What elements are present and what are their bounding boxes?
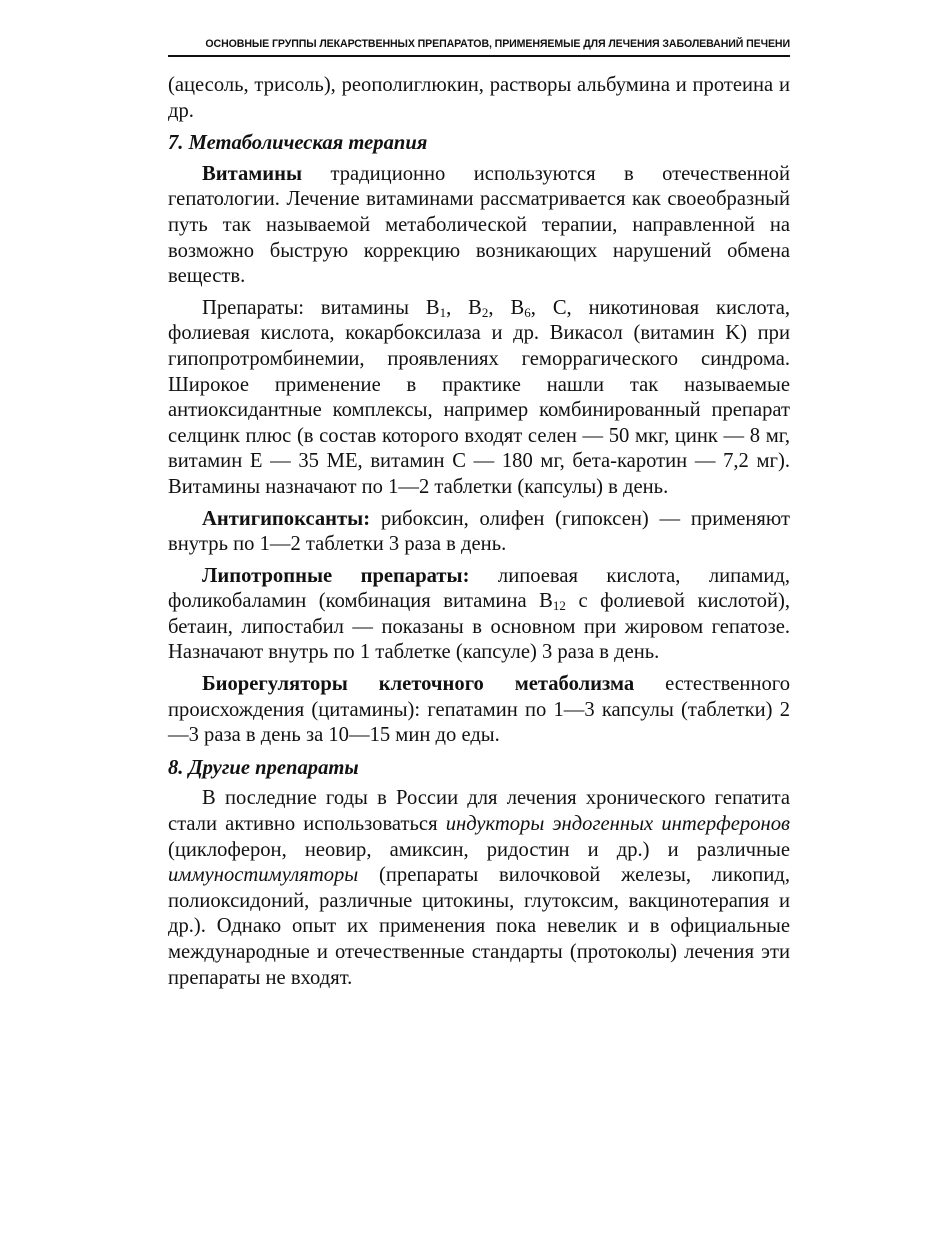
page-body (168, 73, 790, 991)
book-page (168, 38, 790, 991)
bioregulators-term: Биорегуляторы клеточного метаболизма (202, 673, 635, 696)
other-drugs-text-1: В последние годы в России для лечения хронического гепатита стали активно использоваться (168, 787, 790, 836)
preparations-text-4: , C, никотиновая кислота, фолиевая кислота, кокарбоксилаза и др. Викасол (витамин K) при гипопротромбинемии, проявлениях геморрагического синдрома. Широкое применение в практике нашли так называемые антиоксидантные комплексы, например комбинированный препарат селцинк плюс (в состав которого входят селен — 50 мкг, цинк — 8 мг, витамин E — 35 МЕ, витамин C — 180 мг, бета-каротин — 7,2 мг). Витамины назначают по 1—2 таблетки (капсулы) в день. (168, 296, 790, 498)
intro-paragraph: (ацесоль, трисоль), реополиглюкин, растворы альбумина и протеина и др. (168, 74, 790, 122)
preparations-text-1: Препараты: витамины B (202, 296, 440, 319)
preparations-text-3: , B (488, 296, 525, 319)
preparations-paragraph (168, 296, 790, 501)
lipotropic-text-2: с фолиевой кислотой), бетаин, липостабил — показаны в основном при жировом гепатозе. Назначают внутрь по 1 таблетке (капсуле) 3 раза в день. (168, 590, 790, 664)
lipotropic-paragraph (168, 564, 790, 666)
subscript-b6: 6 (524, 304, 531, 320)
section-7-heading: 7. Метаболическая терапия (168, 132, 428, 155)
section-8-heading: 8. Другие препараты (168, 756, 359, 779)
preparations-text-2: , B (446, 296, 482, 319)
vitamins-text: традиционно используются в отечественной гепатологии. Лечение витаминами рассматривается как своеобразный путь так называемой метаболической терапии, направленной на возможно быструю коррекцию возникающих нарушений обмена веществ. (168, 162, 790, 288)
running-head: ОСНОВНЫЕ ГРУППЫ ЛЕКАРСТВЕННЫХ ПРЕПАРАТОВ, ПРИМЕНЯЕМЫЕ ДЛЯ ЛЕЧЕНИЯ ЗАБОЛЕВАНИЙ ПЕЧЕНИ (168, 38, 790, 57)
lipotropic-term: Липотропные препараты: (202, 564, 470, 587)
bioregulators-text: естественного происхождения (цитамины): гепатамин по 1—3 капсулы (таблетки) 2—3 раза в день за 10—15 мин до еды. (168, 673, 790, 747)
interferon-inducers-term: индукторы эндогенных интерферонов (445, 813, 790, 836)
immunostimulators-term: иммуностимуляторы (168, 864, 359, 887)
subscript-b2: 2 (481, 304, 489, 320)
antihypoxants-paragraph (168, 507, 790, 558)
subscript-b12: 12 (552, 598, 566, 614)
bioregulators-paragraph (168, 672, 790, 749)
subscript-b1: 1 (439, 304, 447, 320)
vitamins-term: Витамины (202, 162, 303, 185)
other-drugs-text-2: (циклоферон, неовир, амиксин, ридостин и др.) и различные (168, 838, 790, 861)
other-drugs-paragraph (168, 786, 790, 991)
antihypoxants-text: рибоксин, олифен (гипоксен) — применяют внутрь по 1—2 таблетки 3 раза в день. (168, 507, 790, 556)
antihypoxants-term: Антигипоксанты: (202, 507, 371, 530)
other-drugs-text-3: (препараты вилочковой железы, ликопид, полиоксидоний, различные цитокины, глутоксим, вакцинотерапия и др.). Однако опыт их применения пока невелик и в официальные международные и отечественные стандарты (протоколы) лечения эти препараты не входят. (168, 864, 790, 989)
lipotropic-text-1: липоевая кислота, липамид, фоликобаламин (комбинация витамина B (168, 564, 790, 613)
vitamins-paragraph (168, 162, 790, 290)
